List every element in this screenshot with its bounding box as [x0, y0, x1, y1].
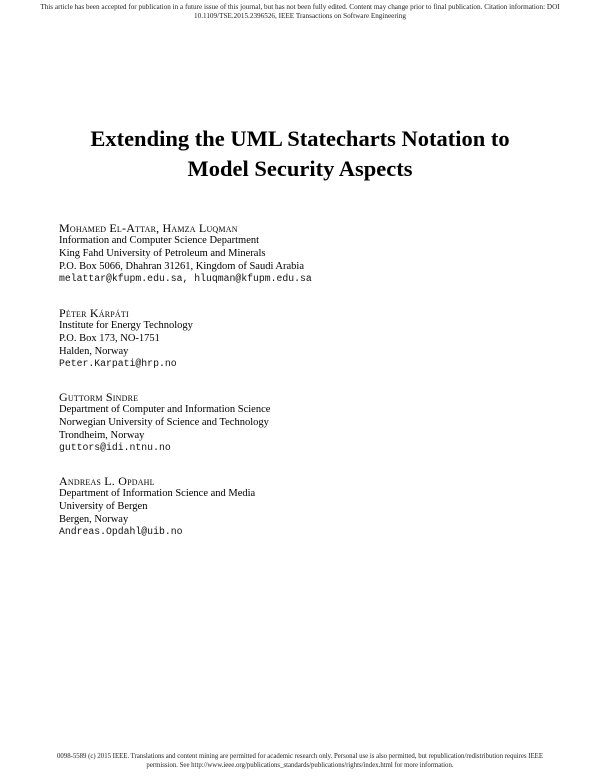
author-email[interactable]: Andreas.Opdahl@uib.no	[59, 526, 183, 538]
affiliation-line: P.O. Box 173, NO-1751	[59, 332, 160, 344]
paper-title-line-2: Model Security Aspects	[187, 156, 413, 181]
author-email[interactable]: Peter.Karpati@hrp.no	[59, 358, 177, 370]
paper-title	[30, 124, 570, 184]
affiliation-line: Trondheim, Norway	[59, 429, 145, 441]
author-block-4	[59, 474, 559, 539]
affiliation-line: Bergen, Norway	[59, 513, 129, 525]
author-email[interactable]: guttors@idi.ntnu.no	[59, 442, 171, 454]
publication-notice-line-2: 10.1109/TSE.2015.2396526, IEEE Transactions on Software Engineering	[194, 12, 406, 20]
affiliation-line: P.O. Box 5066, Dhahran 31261, Kingdom of Saudi Arabia	[59, 260, 304, 272]
author-email[interactable]: melattar@kfupm.edu.sa, hluqman@kfupm.edu.sa	[59, 273, 312, 285]
author-name: Guttorm Sindre	[59, 390, 139, 404]
affiliation-line: Information and Computer Science Department	[59, 235, 260, 246]
copyright-footer	[12, 752, 588, 770]
affiliation-line: University of Bergen	[59, 500, 148, 512]
affiliation-line: Department of Information Science and Media	[59, 488, 256, 499]
affiliation-line: Halden, Norway	[59, 345, 129, 357]
author-block-3	[59, 390, 559, 455]
author-block-1	[59, 221, 559, 286]
affiliation-line: King Fahd University of Petroleum and Minerals	[59, 247, 266, 259]
affiliation-line: Norwegian University of Science and Technology	[59, 416, 269, 428]
publication-notice-line-1: This article has been accepted for publication in a future issue of this journal, but has not been fully edited. Content may change prior to final publication. Citation information: DOI	[40, 3, 560, 11]
author-name: Mohamed El-Attar, Hamza Luqman	[59, 221, 238, 235]
author-block-2	[59, 306, 559, 371]
copyright-line-2: permission. See http://www.ieee.org/publications_standards/publications/rights/index.html for more information.	[146, 762, 454, 769]
affiliation-line: Institute for Energy Technology	[59, 320, 193, 331]
paper-title-line-1: Extending the UML Statecharts Notation to	[90, 126, 510, 151]
author-name: Andreas L. Opdahl	[59, 474, 155, 488]
publication-notice	[10, 3, 590, 21]
affiliation-line: Department of Computer and Information Science	[59, 404, 271, 415]
author-name: Péter Kárpáti	[59, 306, 129, 320]
copyright-line-1: 0098-5589 (c) 2015 IEEE. Translations and content mining are permitted for academic research only. Personal use is also permitted, but republication/redistribution requires IEEE	[57, 753, 543, 760]
